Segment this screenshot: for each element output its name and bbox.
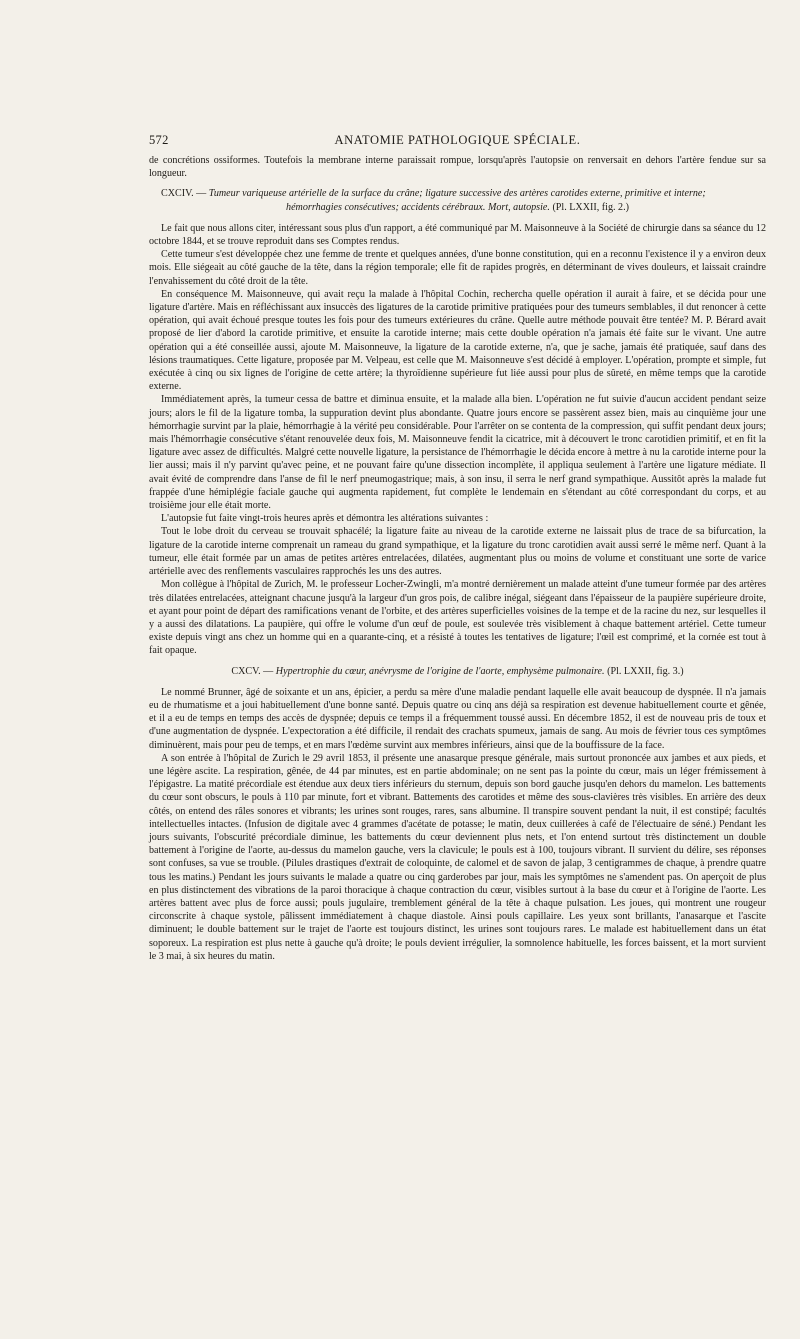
- case-heading-cxciv: [149, 187, 766, 213]
- page-body: [149, 154, 766, 963]
- paragraph: Mon collègue à l'hôpital de Zurich, M. le professeur Locher-Zwingli, m'a montré dernièrement un malade atteint d'une tumeur formée par des artères très dilatées entrelacées, atteignant chacune jusqu'à la largeur d'un gros pois, de calibre inégal, siégeant dans l'épaisseur de la paupière supérieure droite, et ayant pour point de départ des ramifications venant de l'orbite, et des artères superficielles voisines de la tempe et de la racine du nez, sur lesquelles il y a aussi des dilatations. La paupière, qui offre le volume d'un œuf de poule, est soulevée très visiblement à chaque battement artériel. Cette tumeur existe depuis vingt ans chez un homme qui en a quarante-cinq, et a résisté à toutes les tentatives de ligature; l'œil est comprimé, et la cornée est tout à fait opaque.: [149, 579, 766, 657]
- page-header: [149, 133, 766, 149]
- running-title: ANATOMIE PATHOLOGIQUE SPÉCIALE.: [334, 133, 581, 147]
- page-number: 572: [149, 133, 169, 147]
- paragraph: Immédiatement après, la tumeur cessa de battre et diminua ensuite, et la malade alla bien. L'opération ne fut suivie d'aucun accident pendant seize jours; alors le fil de la ligature tomba, la suppuration devint plus abondante. Quatre jours encore se passèrent assez bien, mais au cinquième jour une hémorrhagie survint par la plaie, hémorrhagie à la vérité peu considérable. Pour l'arrêter on se contenta de la compression, qui suffit pendant deux jours; mais l'hémorrhagie consécutive s'étant renouvelée deux fois, M. Maisonneuve fendit la cicatrice, mit à découvert le tronc carotidien primitif, et en fit la ligature avec assez de difficultés. Malgré cette nouvelle ligature, la persistance de l'hémorrhagie le décida encore à mettre à nu la carotide interne pour la lier aussi; mais il n'y parvint qu'avec peine, et ne pouvant faire qu'une dissection incomplète, il appliqua seulement à l'artère une ligature médiate. Il avait évité de comprendre dans l'anse de fil le nerf pneumogastrique; mais, à son insu, il serra le nerf grand sympathique. Aussitôt après la malade fut frappée d'une hémiplégie faciale gauche qui augmenta rapidement, fut complète le lendemain en s'étendant au côté correspondant du corps, et au troisième jour elle était morte.: [149, 394, 766, 512]
- plate-reference: (Pl. LXXII, fig. 3.): [607, 665, 684, 677]
- plate-reference: (Pl. LXXII, fig. 2.): [552, 201, 629, 213]
- opening-paragraph: de concrétions ossiformes. Toutefois la membrane interne paraissait rompue, lorsqu'après l'autopsie on renversait en dehors l'artère fendue sur sa longueur.: [149, 155, 766, 180]
- case-number: CXCV. —: [231, 665, 274, 677]
- paragraph: Le fait que nous allons citer, intéressant sous plus d'un rapport, a été communiqué par M. Maisonneuve à la Société de chirurgie dans sa séance du 12 octobre 1844, et se trouve reproduit dans ses Comptes rendus.: [149, 222, 766, 248]
- case-number: CXCIV. —: [161, 188, 207, 200]
- case-heading-line-2: [149, 201, 766, 214]
- case-title: Hypertrophie du cœur, anévrysme de l'origine de l'aorte, emphysème pulmonaire.: [275, 665, 605, 677]
- paragraph: Le nommé Brunner, âgé de soixante et un ans, épicier, a perdu sa mère d'une maladie pendant laquelle elle avait beaucoup de dyspnée. Il n'a jamais eu de rhumatisme et a joui habituellement d'une bonne santé. Depuis quatre ou cinq ans déjà sa respiration est devenue habituellement courte et gênée, et il a eu de temps en temps des accès de dyspnée; depuis ce temps il a fréquemment toussé aussi. En décembre 1852, il est de nouveau pris de toux et d'une augmentation de dyspnée. L'expectoration a été difficile, il rendait des crachats spumeux, jamais de sang. Au mois de février tous ces symptômes diminuèrent, mais pour peu de temps, et en mars l'œdème survint aux membres inférieurs, ainsi que de la bouffissure de la face.: [149, 686, 766, 751]
- paragraph: En conséquence M. Maisonneuve, qui avait reçu la malade à l'hôpital Cochin, rechercha quelle opération il aurait à faire, et se décida pour une ligature d'artère. Mais en réfléchissant aux insuccès des ligatures de la carotide primitive pratiquées pour des tumeurs semblables, il dut renoncer à cette opération, qui avait échoué presque toutes les fois pour des tumeurs extérieures du crâne. Quelle autre méthode pouvait être tentée? M. P. Bérard avait proposé de lier d'abord la carotide primitive, et ensuite la carotide interne; mais cette double opération n'a jamais été faite sur le vivant. Une autre opération qui a été conseillée aussi, ajoute M. Maisonneuve, la ligature de la carotide externe, n'a, que je sache, jamais été pratiquée, sauf dans des lésions traumatiques. Cette ligature, proposée par M. Velpeau, est celle que M. Maisonneuve s'est décidé à employer. L'opération, prompte et simple, fut exécutée à cinq ou six lignes de l'origine de cette artère; la thyroïdienne supérieure fut liée aussi pour plus de sûreté, en même temps que la carotide externe.: [149, 288, 766, 393]
- case-title-part-2: hémorrhagies consécutives; accidents cérébraux. Mort, autopsie.: [286, 201, 550, 213]
- paragraph: Cette tumeur s'est développée chez une femme de trente et quelques années, d'une bonne constitution, qui en a reconnu l'existence il y a environ deux mois. Elle siégeait au côté gauche de la tête, dans la région temporale; elle fit de rapides progrès, en déterminant de vives douleurs, et laissait craindre l'envahissement du côté droit de la tête.: [149, 249, 766, 287]
- case-title-part-1: Tumeur variqueuse artérielle de la surface du crâne; ligature successive des artères carotides externe, primitive et interne;: [208, 188, 706, 200]
- paragraph: L'autopsie fut faite vingt-trois heures après et démontra les altérations suivantes :: [161, 513, 489, 525]
- case-heading-cxcv: [149, 665, 766, 678]
- paragraph: A son entrée à l'hôpital de Zurich le 29 avril 1853, il présente une anasarque presque générale, mais surtout prononcée aux jambes et aux pieds, et une légère ascite. La respiration, gênée, de 44 par minutes, est en partie abdominale; on ne sent pas la pointe du cœur, mais un léger frémissement à l'épigastre. La matité précordiale est étendue aux deux tiers inférieurs du sternum, depuis son bord gauche jusqu'en dehors du mamelon. Les battements du cœur sont obscurs, le pouls à 110 par minute, fort et vibrant. Battements des carotides et même des sous-clavières très visibles. En arrière des deux côtés, on entend des râles sonores et vibrants; les urines sont rouges, rares, sans albumine. Il transpire souvent pendant la nuit, il est constipé; facultés intellectuelles intactes. (Infusion de digitale avec 4 grammes d'acétate de potasse; le matin, deux cuillerées à café de l'électuaire de séné.) Pendant les jours suivants, l'obscurité précordiale diminue, les battements du cœur deviennent plus nets, et l'on entend surtout très distinctement un double battement à l'origine de l'aorte, au-dessus du mamelon gauche, vers la clavicule; le pouls est à 100, toujours vibrant. Il survient du délire, ses réponses sont confuses, sa vue se trouble. (Pilules drastiques d'extrait de coloquinte, de calomel et de savon de jalap, 3 centigrammes de chaque, à prendre quatre tous les matins.) Pendant les jours suivants le malade a quatre ou cinq garderobes par jour, mais les symptômes ne s'amendent pas. On aperçoit de plus en plus distinctement des vibrations de la paroi thoracique à chaque contraction du cœur, visibles surtout à la base du cœur et à l'origine de l'aorte. Les artères battent avec plus de force aussi; pouls jugulaire, tremblement général de la tête à chaque pulsation. Les joues, qui montrent une rougeur circonscrite à chaque systole, pâlissent immédiatement à chaque diastole. Ainsi pouls capillaire. Les yeux sont brillants, l'anasarque et l'ascite diminuent; le double battement sur le trajet de l'aorte est toujours distinct, les urines sont toujours rares. Le malade est habituellement dans un état soporeux. La respiration est plus nette à gauche qu'à droite; le pouls devient irrégulier, la somnolence habituelle, les forces baissent, et la mort survient le 3 mai, à six heures du matin.: [149, 752, 766, 962]
- case-heading-line-1: [149, 187, 766, 200]
- paragraph: Tout le lobe droit du cerveau se trouvait sphacélé; la ligature faite au niveau de la carotide externe ne laissait plus de trace de sa bifurcation, la ligature de la carotide interne comprenait un rameau du grand sympathique, et la ligature du tronc carotidien avait aussi serré le même nerf. Quant à la tumeur, elle était formée par un amas de petites artères entrelacées, dilatées, augmentant plus ou moins de volume et constituant une sorte de varice artérielle avec des renflements vasculaires rapprochés les uns des autres.: [149, 526, 766, 578]
